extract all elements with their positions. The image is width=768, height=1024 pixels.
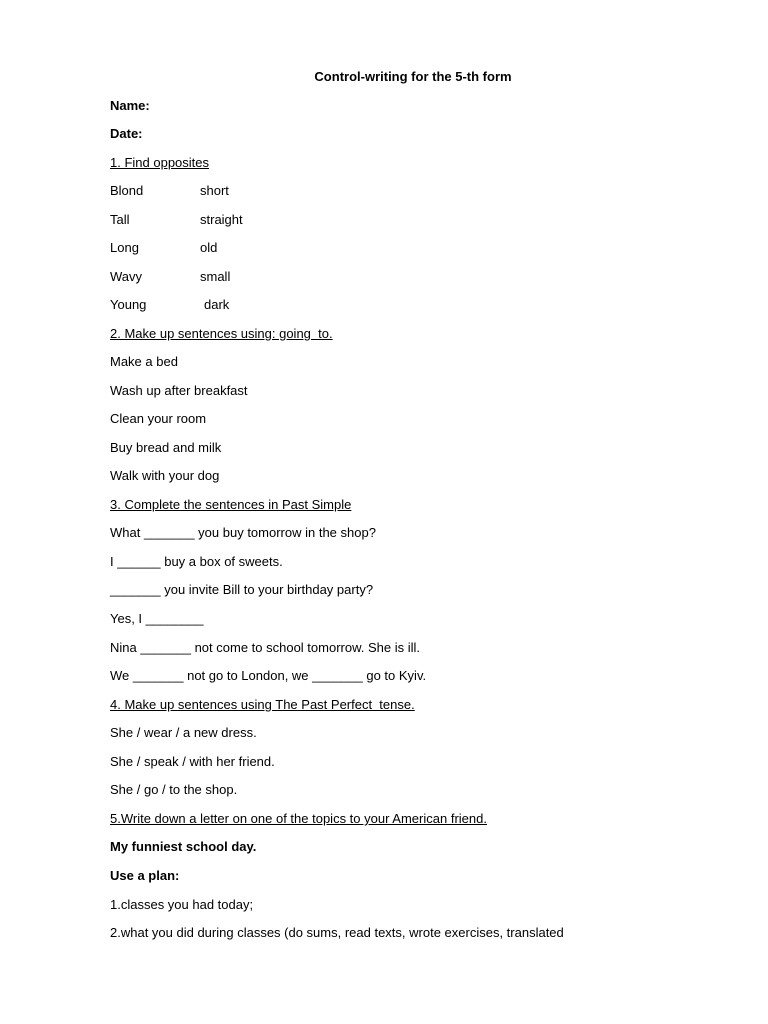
date-label: Date: xyxy=(110,126,143,141)
task3-item: I ______ buy a box of sweets. xyxy=(110,554,283,569)
task2-item: Buy bread and milk xyxy=(110,440,222,455)
name-label: Name: xyxy=(110,98,150,113)
task4-item: She / wear / a new dress. xyxy=(110,725,257,740)
task3-item: _______ you invite Bill to your birthday party? xyxy=(110,582,374,597)
task2-item: Walk with your dog xyxy=(110,468,220,483)
task2-item: Make a bed xyxy=(110,354,178,369)
task5-topic: My funniest school day. xyxy=(110,839,257,854)
task3-item: Yes, I ________ xyxy=(110,611,204,626)
task3-item: What _______ you buy tomorrow in the shop? xyxy=(110,525,376,540)
task4-item: She / go / to the shop. xyxy=(110,782,238,797)
task1-left-word: Blond xyxy=(110,183,144,198)
task1-right-word: old xyxy=(200,240,218,255)
task4-item: She / speak / with her friend. xyxy=(110,754,275,769)
task5-plan-label: Use a plan: xyxy=(110,868,180,883)
task2-heading: 2. Make up sentences using: going to. xyxy=(110,326,333,341)
task1-right-word: small xyxy=(200,269,231,284)
task5-plan-item: 2.what you did during classes (do sums, read texts, wrote exercises, translated xyxy=(110,925,564,940)
task3-item: We _______ not go to London, we _______ go to Kyiv. xyxy=(110,668,427,683)
task5-heading: 5.Write down a letter on one of the topics to your American friend. xyxy=(110,811,487,826)
task5-plan-item: 1.classes you had today; xyxy=(110,897,254,912)
document-title: Control-writing for the 5-th form xyxy=(314,69,512,84)
task3-heading: 3. Complete the sentences in Past Simple xyxy=(110,497,352,512)
task1-left-word: Wavy xyxy=(110,269,143,284)
task2-item: Clean your room xyxy=(110,411,207,426)
task1-left-word: Tall xyxy=(110,212,130,227)
task1-right-word: short xyxy=(200,183,229,198)
task1-left-word: Long xyxy=(110,240,139,255)
task1-right-word: dark xyxy=(204,297,230,312)
task1-right-word: straight xyxy=(200,212,243,227)
task3-item: Nina _______ not come to school tomorrow. She is ill. xyxy=(110,640,421,655)
task2-item: Wash up after breakfast xyxy=(110,383,248,398)
task1-heading: 1. Find opposites xyxy=(110,155,210,170)
task4-heading: 4. Make up sentences using The Past Perfect tense. xyxy=(110,697,415,712)
task1-left-word: Young xyxy=(110,297,147,312)
